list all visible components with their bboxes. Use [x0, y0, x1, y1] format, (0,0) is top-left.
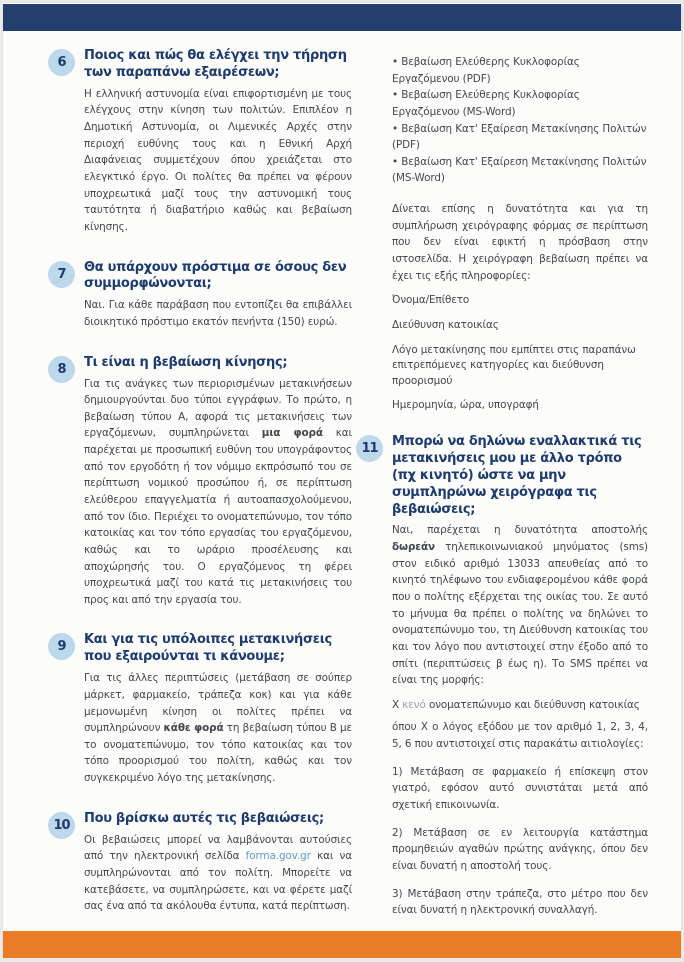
- question-number: 7: [57, 266, 66, 282]
- text-segment: και να συμπληρώνονται από τον πολίτη. Μπορείτε να κατεβάσετε, να συμπληρώσετε, και να φέρετε μαζί σας ένα από τα ακόλουθα έντυπα, κατά περίπτωση.: [84, 850, 352, 913]
- text-segment: τηλεπικοινωνιακού μηνύματος (sms) στον ειδικό αριθμό 13033 απευθείας από το κινητό τηλέφωνο του ενδιαφερομένου κάθε φορά που ο πολίτης εξέρχεται της οικίας του. Σε αυτό το μήνυμα θα πρέπει ο πολίτης να δηλώνει το ονοματεπώνυμο του, τη Διεύθυνση κατοικίας του και τον λόγο που αντιστοιχεί στην έξοδο από το σπίτι (περιπτώσεις β έως η). Το SMS πρέπει να είναι της μορφής:: [392, 541, 648, 687]
- question-answer: [84, 376, 352, 609]
- handwritten-form-intro: Δίνεται επίσης η δυνατότητα και για τη συμπλήρωση χειρόγραφης φόρμας σε περίπτωση που δεν είναι εφικτή η πρόσβαση στην ιστοσελίδα. Η χειρόγραφη βεβαίωση πρέπει να έχει τις εξής πληροφορίες:: [392, 203, 648, 282]
- question-answer: [84, 670, 352, 786]
- text-segment: και παρέχεται με προσωπική ευθύνη του υπογράφοντος από τον εργοδότη ή τον νόμιμο εκπρόσωπό του σε περίπτωση νομικού προσώπου ή, σε περίπτωση ελεύθερου επαγγελματία ή αυτοαπασχολούμενου, από τον ίδιο. Περιέχει το ονοματεπώνυμο, τον τόπο κατοικίας και τον τόπο εργασίας του εργαζόμενου, καθώς και το ωράριο προσέλευσης και αποχώρησής του. Ο εργαζόμενος τη φέρει υποχρεωτικά μαζί του κατά τις μετακινήσεις του προς και από την εργασία του.: [84, 427, 352, 606]
- faq-content: [48, 48, 648, 958]
- question-answer: [84, 832, 352, 915]
- download-form-item: • Βεβαίωση Κατ' Εξαίρεση Μετακίνησης Πολιτών (PDF): [392, 121, 648, 154]
- question-block-7: [48, 260, 352, 331]
- sms-reason-item: 1) Μετάβαση σε φαρμακείο ή επίσκεψη στον γιατρό, εφόσον αυτό συνιστάται μετά από σχετική επικοινωνία.: [392, 765, 648, 812]
- text-segment: X: [392, 698, 403, 711]
- question-number: 8: [57, 361, 66, 377]
- sms-reason-list: [392, 764, 648, 958]
- question-number-badge: [48, 261, 75, 288]
- question-number-badge: [48, 812, 75, 839]
- question-number: 9: [57, 639, 66, 655]
- text-segment: Οι βεβαιώσεις μπορεί να λαμβάνονται αυτούσιες από την ηλεκτρονική σελίδα: [84, 833, 352, 863]
- download-form-item: • Βεβαίωση Κατ' Εξαίρεση Μετακίνησης Πολιτών (MS-Word): [392, 154, 648, 187]
- text-segment: Για τις άλλες περιπτώσεις (μετάβαση σε σούπερ μάρκετ, φαρμακείο, τράπεζα κοκ) και για κάθε μεμονωμένη κίνηση οι πολίτες πρέπει να συμπληρώνουν: [84, 672, 352, 735]
- question-title: Μπορώ να δηλώνω εναλλακτικά τις μετακινήσεις μου με άλλο τρόπο (πχ κινητό) ώστε να μην συμπληρώνω χειρόγραφα τις βεβαιώσεις;: [392, 433, 642, 517]
- handwritten-field: Όνομα/Επίθετο: [392, 294, 470, 307]
- bold-text: κάθε φορά: [163, 722, 224, 735]
- right-column: [356, 48, 648, 958]
- question-title: Που βρίσκω αυτές τις βεβαιώσεις;: [84, 810, 324, 826]
- question-title: Και για τις υπόλοιπες μετακινήσεις που εξαιρούνται τι κάνουμε;: [84, 632, 332, 665]
- gray-text: κενό: [402, 698, 426, 711]
- download-form-item: • Βεβαίωση Ελεύθερης Κυκλοφορίας Εργαζόμενου (MS-Word): [392, 87, 648, 120]
- question-number: 10: [53, 817, 70, 833]
- bottom-banner: [3, 931, 681, 958]
- text-segment: τη βεβαίωση τύπου Β με το ονοματεπώνυμο, τον τόπο κατοικίας και τον τόπο προορισμού του πολίτη, καθώς και τον συγκεκριμένο λόγο της μετακίνησης.: [84, 722, 352, 785]
- question-number-badge: [48, 633, 75, 660]
- sms-explanation: όπου X ο λόγος εξόδου με τον αριθμό 1, 2, 3, 4, 5, 6 που αντιστοιχεί στις παρακάτω αιτιολογίες:: [392, 721, 648, 751]
- top-banner: [3, 4, 681, 31]
- question-answer: Ναι. Για κάθε παράβαση που εντοπίζει θα επιβάλλει διοικητικό πρόστιμο εκατόν πενήντα (150) ευρώ.: [84, 299, 352, 328]
- handwritten-field: Διεύθυνση κατοικίας: [392, 318, 499, 331]
- text-segment: Για τις ανάγκες των περιορισμένων μετακινήσεων δημιουργούνται δυο τύποι εγγράφων. Το πρώτο, η βεβαίωση τύπου Α, αφορά τις μετακινήσεις των εργαζόμενων, συμπληρώνεται: [84, 377, 352, 440]
- question-title: Ποιος και πώς θα ελέγχει την τήρηση των παραπάνω εξαιρέσεων;: [84, 48, 347, 80]
- question-title: Τι είναι η βεβαίωση κίνησης;: [84, 354, 288, 370]
- download-form-item: • Βεβαίωση Ελεύθερης Κυκλοφορίας Εργαζόμενου (PDF): [392, 54, 648, 87]
- text-segment: Ναι, παρέχεται η δυνατότητα αποστολής: [392, 524, 648, 537]
- sms-format-line: [392, 697, 648, 714]
- question-block-8: [48, 355, 352, 609]
- question-number-badge: [356, 435, 383, 462]
- sms-reason-item: 3) Μετάβαση στην τράπεζα, στο μέτρο που δεν είναι δυνατή η ηλεκτρονική συναλλαγή.: [392, 887, 648, 917]
- question-number-badge: [48, 356, 75, 383]
- bold-text: μια φορά: [261, 427, 323, 440]
- question-number-badge: [48, 49, 75, 76]
- left-column: [48, 48, 352, 958]
- question-block-10: [48, 811, 352, 915]
- question-answer: [392, 522, 648, 688]
- text-segment: ονοματεπώνυμο και διεύθυνση κατοικίας: [425, 698, 640, 711]
- bold-text: δωρεάν: [392, 541, 436, 554]
- question-answer: Η ελληνική αστυνομία είναι επιφορτισμένη με τους ελέγχους στην κίνηση των πολιτών. Επιπλέον η Δημοτική Αστυνομία, οι Λιμενικές Αρχές στην περιοχή ευθύνης τους και η Εθνική Αρχή Διαφάνειας συμμετέχουν όπου χρειάζεται στο ελεγκτικό έργο. Οι πολίτες θα πρέπει να φέρουν υποχρεωτικά μαζί τους την αστυνομική τους ταυτότητα ή διαβατήριο καθώς και βεβαίωση κίνησης.: [84, 87, 352, 233]
- handwritten-field: Λόγο μετακίνησης που εμπίπτει στις παραπάνω επιτρεπόμενες κατηγορίες και διεύθυνση προορισμού: [392, 343, 636, 387]
- sms-reason-item: 2) Μετάβαση σε εν λειτουργία κατάστημα προμηθειών αγαθών πρώτης ανάγκης, όπου δεν είναι δυνατή η αποστολή τους.: [392, 826, 648, 872]
- question-title: Θα υπάρχουν πρόστιμα σε όσους δεν συμμορφώνονται;: [84, 259, 347, 292]
- handwritten-fields-list: [392, 293, 648, 414]
- download-forms-list: [392, 54, 648, 187]
- forma-gov-link[interactable]: forma.gov.gr: [245, 850, 311, 863]
- question-number: 11: [361, 440, 378, 456]
- question-block-11: [356, 434, 648, 958]
- question-block-6: [48, 48, 352, 236]
- question-number: 6: [57, 55, 66, 70]
- question-block-9: [48, 632, 352, 786]
- document-page: [2, 2, 682, 958]
- handwritten-field: Ημερομηνία, ώρα, υπογραφή: [392, 399, 539, 412]
